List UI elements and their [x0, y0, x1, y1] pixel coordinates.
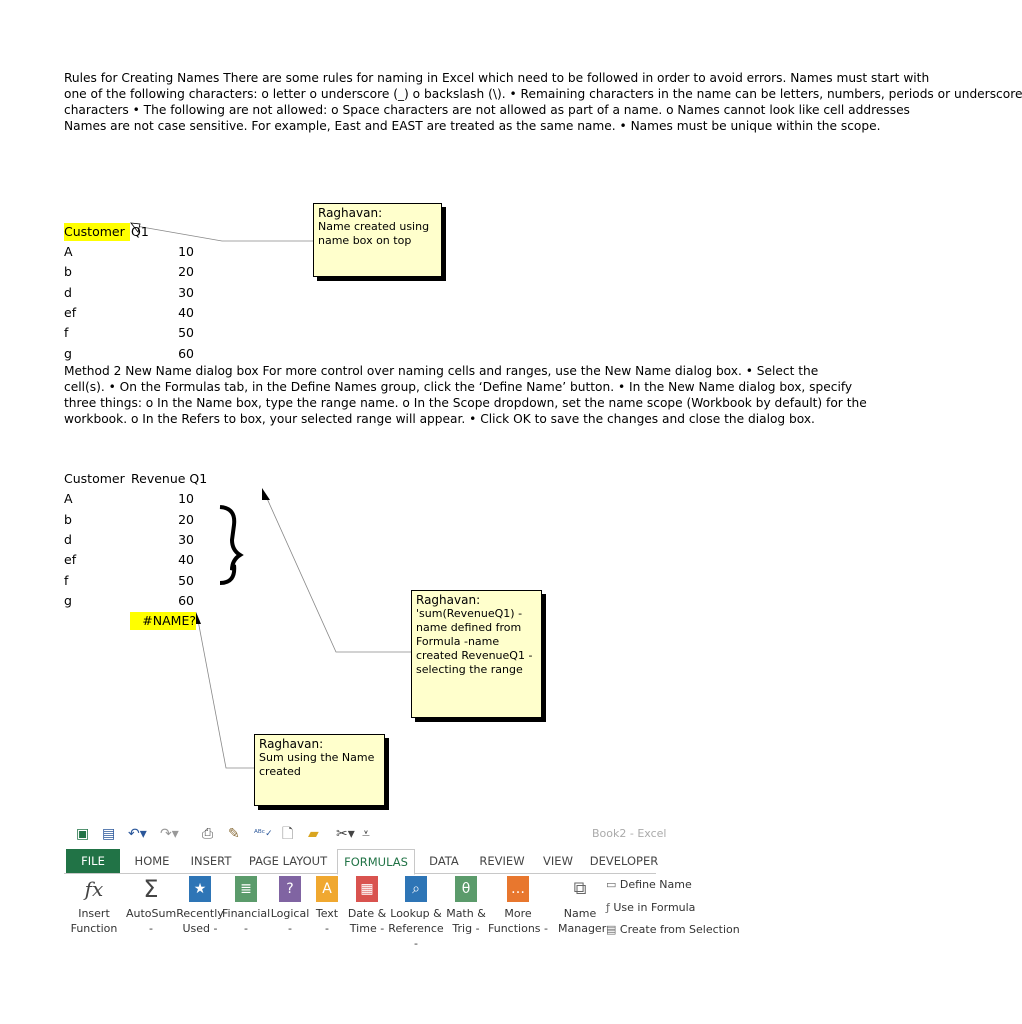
tab-file[interactable]: FILE — [66, 849, 120, 873]
table-row-value[interactable]: 20 — [178, 512, 194, 527]
comment2-connector — [265, 494, 411, 652]
comment-text: created — [259, 765, 301, 778]
paragraph-line: cell(s). • On the Formulas tab, in the Define Names group, click the ‘Define Name’ button. • In the New Name dialog box, specify — [64, 380, 853, 394]
define-name-label: Define Name — [619, 878, 692, 891]
table-row-customer[interactable]: ef — [64, 305, 77, 320]
table-row-value[interactable]: 50 — [178, 325, 194, 340]
comment3-connector — [197, 615, 255, 768]
star-book-icon: ★ — [189, 876, 211, 902]
new-file-icon[interactable]: 🗋 — [282, 826, 294, 842]
table-row-value[interactable]: 60 — [178, 593, 194, 608]
window-title: Book2 - Excel — [592, 827, 667, 840]
paragraph-line: three things: o In the Name box, type the range name. o In the Scope dropdown, set the name scope (Workbook by default) for the — [64, 396, 867, 410]
text-book-icon: A — [316, 876, 338, 902]
table-row-customer[interactable]: b — [64, 264, 72, 279]
question-book-icon: ? — [279, 876, 301, 902]
quick-access-toolbar — [64, 820, 667, 848]
table-row-value[interactable]: 10 — [178, 491, 194, 506]
header-revenue-q1[interactable]: Revenue Q1 — [131, 471, 208, 486]
button-label: Function — [70, 922, 118, 935]
spelling-icon[interactable]: ᴬᴮᶜ✓ — [254, 829, 273, 839]
header-customer[interactable]: Customer — [64, 223, 130, 241]
table-row-customer[interactable]: A — [64, 244, 73, 259]
button-label: - — [244, 922, 248, 935]
theta-book-icon: θ — [455, 876, 477, 902]
calendar-book-icon: ▦ — [356, 876, 378, 902]
table-row-customer[interactable]: ef — [64, 552, 77, 567]
comment-author: Raghavan: — [416, 593, 481, 607]
excel-logo-icon: ▣ — [76, 826, 90, 842]
fx-icon: fx — [84, 877, 104, 901]
comment-box-sum-name — [254, 734, 385, 806]
magnifier-book-icon: ⌕ — [405, 876, 427, 902]
arrow-head-2 — [262, 488, 270, 500]
tab-page-layout[interactable]: PAGE LAYOUT — [248, 854, 328, 868]
table-row-customer[interactable]: g — [64, 593, 72, 608]
coins-book-icon: ≣ — [235, 876, 257, 902]
comment1-connector — [136, 226, 313, 241]
autosum-button[interactable] — [126, 876, 176, 936]
name-manager-button[interactable] — [558, 876, 607, 936]
print-preview-icon[interactable]: ⎙ — [202, 826, 214, 842]
table-row-customer[interactable]: d — [64, 532, 72, 547]
comment-box-sum-revenue — [411, 590, 542, 718]
comment-text: name defined from — [416, 621, 522, 634]
button-label: Used - — [182, 922, 218, 935]
table-row-value[interactable]: 40 — [178, 305, 194, 320]
text-button[interactable] — [312, 876, 342, 936]
button-label: Insert — [78, 907, 110, 920]
table-row-customer[interactable]: g — [64, 346, 72, 361]
financial-button[interactable] — [222, 876, 270, 936]
paragraph-line: Names are not case sensitive. For example, East and EAST are treated as the same name. • Names must be unique within the scope. — [64, 119, 881, 133]
tab-review[interactable]: REVIEW — [479, 854, 525, 868]
redo-icon[interactable]: ↷▾ — [160, 826, 179, 842]
comment-author: Raghavan: — [259, 737, 324, 751]
table-row-value[interactable]: 60 — [178, 346, 194, 361]
undo-icon[interactable]: ↶▾ — [128, 826, 147, 842]
button-label: Reference - — [388, 922, 444, 950]
table-row-value[interactable]: 30 — [178, 285, 194, 300]
table-row-customer[interactable]: d — [64, 285, 72, 300]
curly-brace — [220, 507, 240, 583]
paragraph-line: Rules for Creating Names There are some rules for naming in Excel which need to be followed in order to avoid errors. Names must start with — [64, 71, 930, 85]
lookup-reference-button[interactable] — [388, 876, 444, 951]
comment-text: selecting the range — [416, 663, 523, 676]
customize-qat-icon[interactable]: ⩡ — [362, 826, 370, 842]
use-in-formula-icon: ƒ — [606, 901, 610, 914]
tab-home[interactable]: HOME — [134, 854, 170, 868]
button-label: Trig - — [452, 922, 480, 935]
tab-developer[interactable]: DEVELOPER — [589, 854, 659, 868]
button-label: Financial — [222, 907, 271, 920]
button-label: Text — [315, 907, 339, 920]
comment-text: Formula -name — [416, 635, 500, 648]
paragraph-line: Method 2 New Name dialog box For more control over naming cells and ranges, use the New Name dialog box. • Select the — [64, 364, 819, 378]
paragraph-line: one of the following characters: o letter o underscore (_) o backslash (\). • Remaining characters in the name can be letters, numbers, periods or underscore — [64, 87, 1022, 101]
button-label: Math & — [446, 907, 486, 920]
button-label: AutoSum — [126, 907, 177, 920]
table-row-value[interactable]: 50 — [178, 573, 194, 588]
button-label: - — [288, 922, 292, 935]
button-label: Recently — [176, 907, 224, 920]
use-in-formula-button[interactable] — [606, 901, 695, 914]
comment-text: Name created using — [318, 220, 430, 233]
use-in-formula-label: Use in Formula — [613, 901, 696, 914]
paragraph-line: workbook. o In the Refers to box, your selected range will appear. • Click OK to save the changes and close the dialog box. — [64, 412, 815, 426]
table-row-value[interactable]: 10 — [178, 244, 194, 259]
name-tags-icon: ⧉ — [573, 878, 587, 899]
button-label: Time - — [349, 922, 385, 935]
comment-box-name-box — [313, 203, 442, 277]
create-from-selection-label: Create from Selection — [619, 923, 740, 936]
define-name-icon: ▭ — [606, 878, 617, 891]
comment-text: 'sum(RevenueQ1) - — [416, 607, 523, 620]
button-label: Date & — [347, 907, 387, 920]
header-customer[interactable]: Customer — [64, 471, 125, 486]
recently-used-button[interactable] — [176, 876, 224, 936]
comment-text: name box on top — [318, 234, 412, 247]
save-icon[interactable]: ▤ — [102, 826, 116, 842]
table-row-value[interactable]: 30 — [178, 532, 194, 547]
paragraph-line: characters • The following are not allowed: o Space characters are not allowed as part of a name. o Names cannot look like cell addresses — [64, 103, 910, 117]
table-row-customer[interactable]: b — [64, 512, 72, 527]
create-from-selection-icon: ▤ — [606, 923, 617, 936]
create-from-selection-button[interactable] — [606, 923, 740, 936]
table-row-customer[interactable]: f — [64, 325, 69, 340]
tab-formulas[interactable]: FORMULAS — [337, 849, 415, 875]
tab-data[interactable]: DATA — [429, 854, 459, 868]
tab-insert[interactable]: INSERT — [190, 854, 232, 868]
more-book-icon: … — [507, 876, 529, 902]
button-label: Functions - — [488, 922, 548, 935]
ribbon-tabs — [64, 849, 659, 874]
error-cell[interactable]: #NAME? — [130, 612, 196, 630]
math-trig-button[interactable] — [444, 876, 488, 936]
more-functions-button[interactable] — [488, 876, 548, 936]
comment-text: created RevenueQ1 - — [416, 649, 533, 662]
button-label: - — [325, 922, 329, 935]
excel-ribbon — [64, 820, 740, 950]
cut-icon[interactable]: ✂▾ — [336, 826, 355, 842]
comment-text: Sum using the Name — [259, 751, 375, 764]
sigma-icon: Σ — [143, 875, 159, 903]
button-label: Lookup & — [390, 907, 442, 920]
comment-author: Raghavan: — [318, 206, 383, 220]
button-label: More — [504, 907, 532, 920]
button-label: Logical — [270, 907, 310, 920]
define-name-button[interactable] — [606, 878, 692, 891]
format-painter-icon[interactable]: ✎ — [228, 826, 240, 842]
button-label: Manager — [558, 922, 607, 935]
logical-button[interactable] — [268, 876, 312, 936]
open-folder-icon[interactable]: ▰ — [308, 826, 319, 842]
button-label: - — [149, 922, 153, 935]
button-label: Name — [563, 907, 597, 920]
tab-view[interactable]: VIEW — [543, 854, 573, 868]
insert-function-button[interactable] — [64, 876, 124, 936]
table-row-customer[interactable]: A — [64, 491, 73, 506]
header-q1[interactable]: Q1 — [131, 224, 149, 239]
table-row-customer[interactable]: f — [64, 573, 69, 588]
table-row-value[interactable]: 40 — [178, 552, 194, 567]
table-row-value[interactable]: 20 — [178, 264, 194, 279]
date-time-button[interactable] — [344, 876, 390, 936]
